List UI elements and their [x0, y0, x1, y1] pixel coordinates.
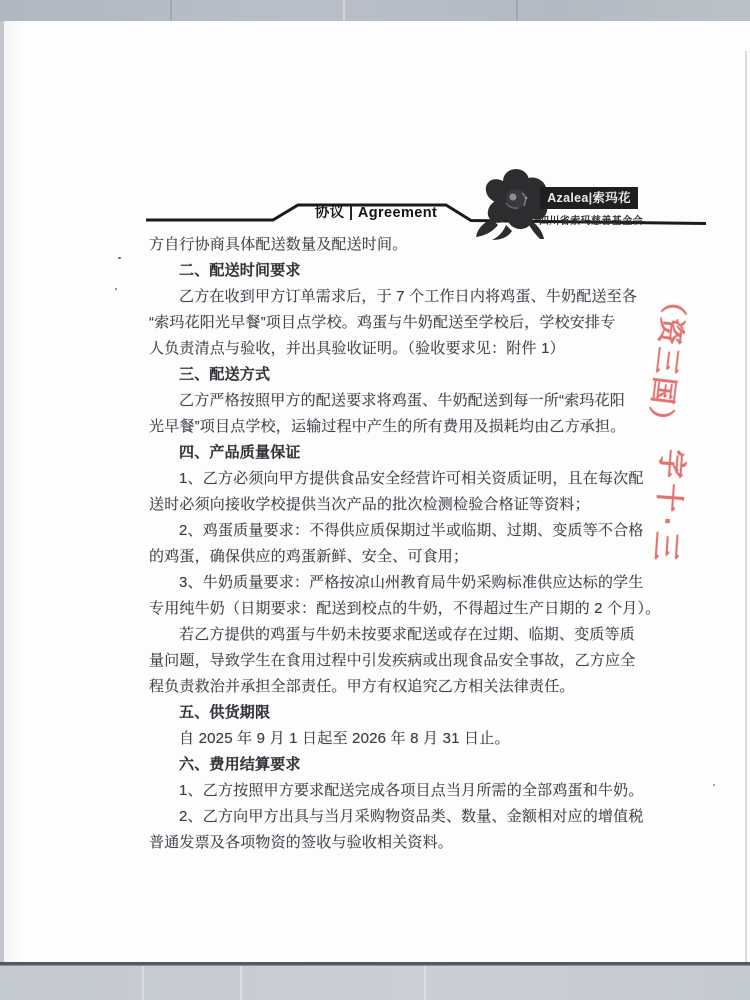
body-line: 2、乙方向甲方出具与当月采购物资品类、数量、金额相对应的增值税 — [179, 808, 644, 825]
document-page — [4, 21, 750, 962]
section-heading: 三、配送方式 — [179, 366, 271, 383]
scanner-bed-left — [0, 21, 4, 962]
page-title: 协议 | Agreement — [314, 205, 438, 221]
red-seal-fragment-upper: （资三国） — [642, 285, 691, 439]
red-seal-fragment-lower: 字十·三 — [647, 448, 688, 567]
body-line: 程负责救治并承担全部责任。甲方有权追究乙方相关法律责任。 — [149, 678, 575, 695]
section-heading: 六、费用结算要求 — [179, 756, 301, 773]
section-heading: 五、供货期限 — [179, 704, 271, 721]
body-line: 光早餐”项目点学校，运输过程中产生的所有费用及损耗均由乙方承担。 — [149, 418, 626, 435]
body-line: 自 2025 年 9 月 1 日起至 2026 年 8 月 31 日止。 — [179, 730, 510, 747]
scan-speck — [713, 784, 715, 786]
body-line: 人负责清点与验收，并出具验收证明。（验收要求见：附件 1） — [149, 340, 565, 357]
body-line: 1、乙方必须向甲方提供食品安全经营许可相关资质证明，且在每次配 — [179, 470, 644, 487]
body-line: 乙方严格按照甲方的配送要求将鸡蛋、牛奶配送到每一所“索玛花阳 — [179, 392, 625, 409]
section-heading: 四、产品质量保证 — [179, 444, 301, 461]
scan-speck — [118, 257, 121, 259]
logo-brand-label: Azalea|索玛花 — [540, 187, 638, 209]
body-line: 1、乙方按照甲方要求配送完成各项目点当月所需的全部鸡蛋和牛奶。 — [179, 782, 644, 799]
scanner-bed-top — [0, 0, 750, 21]
body-line: 专用纯牛奶（日期要求：配送到校点的牛奶，不得超过生产日期的 2 个月）。 — [149, 600, 661, 617]
body-line: 量问题，导致学生在食用过程中引发疾病或出现食品安全事故，乙方应全 — [149, 652, 636, 669]
scanner-bed-bottom — [0, 966, 750, 1000]
body-line: 送时必须向接收学校提供当次产品的批次检测检验合格证等资料； — [149, 496, 590, 513]
body-line: 普通发票及各项物资的签收与验收相关资料。 — [149, 834, 454, 851]
section-heading: 二、配送时间要求 — [179, 262, 301, 279]
body-text — [149, 232, 661, 856]
page-edge-shadow — [745, 51, 747, 979]
body-line: 2、鸡蛋质量要求：不得供应质保期过半或临期、过期、变质等不合格 — [179, 522, 644, 539]
scan-speck — [115, 288, 117, 290]
body-line: 3、牛奶质量要求：严格按凉山州教育局牛奶采购标准供应达标的学生 — [179, 574, 644, 591]
body-line: 方自行协商具体配送数量及配送时间。 — [149, 236, 408, 253]
body-line: “索玛花阳光早餐”项目点学校。鸡蛋与牛奶配送至学校后，学校安排专 — [149, 314, 616, 331]
foundation-name: 四川省索玛慈善基金会 — [539, 216, 643, 227]
body-line: 的鸡蛋，确保供应的鸡蛋新鲜、安全、可食用； — [149, 548, 469, 565]
body-line: 乙方在收到甲方订单需求后，于 7 个工作日内将鸡蛋、牛奶配送至各 — [179, 288, 638, 305]
body-line: 若乙方提供的鸡蛋与牛奶未按要求配送或存在过期、临期、变质等质 — [179, 626, 636, 643]
